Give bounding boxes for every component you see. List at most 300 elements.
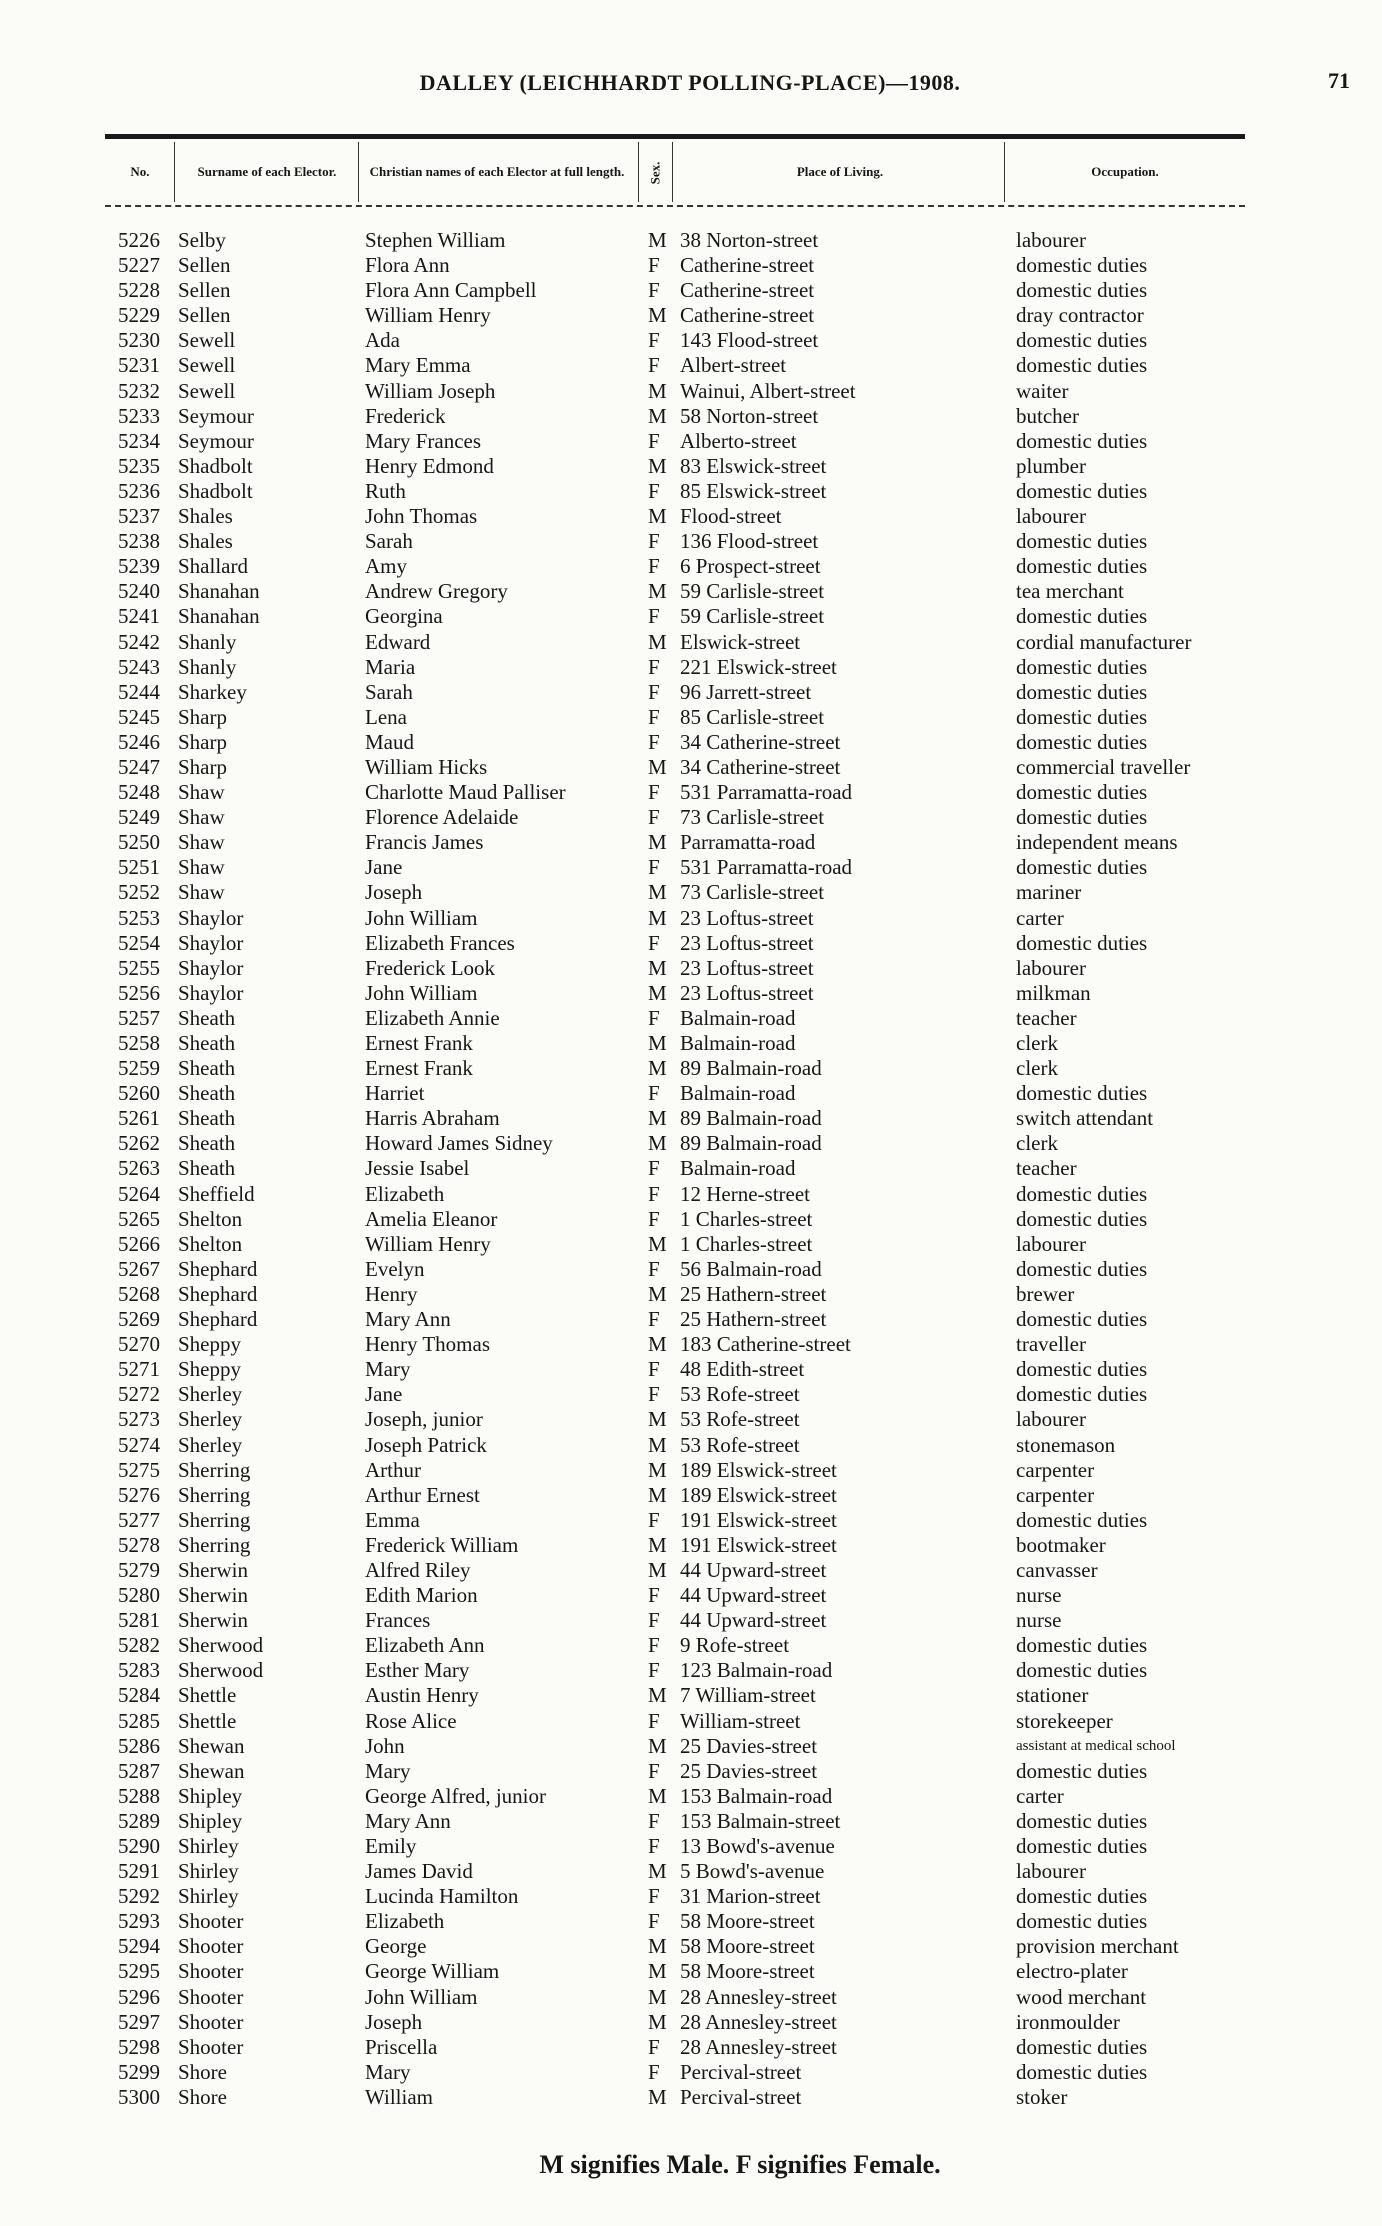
elector-occupation: labourer — [1016, 228, 1086, 252]
elector-christian-names: Florence Adelaide — [365, 805, 519, 830]
elector-surname: Shadbolt — [178, 478, 253, 503]
elector-christian-names: Lucinda Hamilton — [365, 1884, 519, 1909]
elector-number: 5285 — [118, 1708, 160, 1733]
table-row — [0, 2035, 1382, 2060]
elector-sex: M — [648, 1131, 667, 1156]
elector-christian-names: George William — [365, 1959, 500, 1984]
elector-occupation: domestic duties — [1016, 930, 1148, 955]
table-row — [0, 1859, 1382, 1884]
elector-occupation: teacher — [1016, 1156, 1077, 1181]
elector-sex: M — [648, 2084, 667, 2109]
elector-christian-names: Ada — [365, 328, 400, 353]
elector-list — [0, 228, 1382, 2110]
elector-surname: Shanahan — [178, 579, 260, 604]
elector-christian-names: Mary Ann — [365, 1307, 451, 1332]
elector-christian-names: John William — [365, 1984, 478, 2009]
table-row — [0, 1784, 1382, 1809]
elector-place-of-living: Wainui, Albert-street — [680, 378, 856, 403]
elector-christian-names: Stephen William — [365, 228, 506, 252]
elector-sex: F — [648, 855, 660, 880]
elector-sex: F — [648, 1658, 660, 1683]
elector-surname: Shephard — [178, 1307, 258, 1332]
elector-sex: M — [648, 905, 667, 930]
elector-place-of-living: 191 Elswick-street — [680, 1532, 837, 1557]
elector-surname: Shadbolt — [178, 453, 253, 478]
elector-surname: Sheath — [178, 1156, 236, 1181]
elector-christian-names: Harriet — [365, 1081, 425, 1106]
table-row — [0, 855, 1382, 880]
elector-christian-names: Elizabeth Frances — [365, 930, 515, 955]
elector-number: 5282 — [118, 1633, 160, 1658]
table-row — [0, 379, 1382, 404]
elector-sex: F — [648, 328, 660, 353]
elector-occupation: assistant at medical school — [1016, 1737, 1176, 1754]
column-divider — [358, 142, 359, 202]
elector-place-of-living: 83 Elswick-street — [680, 453, 827, 478]
elector-sex: M — [648, 504, 667, 529]
elector-place-of-living: 53 Rofe-street — [680, 1407, 800, 1432]
elector-sex: F — [648, 729, 660, 754]
elector-number: 5290 — [118, 1834, 160, 1858]
elector-place-of-living: 13 Bowd's-avenue — [680, 1834, 835, 1858]
table-row — [0, 529, 1382, 554]
elector-sex: F — [648, 1583, 660, 1608]
elector-surname: Sherley — [178, 1382, 243, 1407]
elector-number: 5256 — [118, 980, 160, 1005]
elector-surname: Shooter — [178, 1934, 244, 1959]
table-row — [0, 981, 1382, 1006]
table-row — [0, 1658, 1382, 1683]
elector-surname: Shaw — [178, 855, 225, 880]
elector-occupation: domestic duties — [1016, 1633, 1148, 1658]
elector-surname: Shooter — [178, 1959, 244, 1984]
elector-christian-names: Emily — [365, 1834, 417, 1858]
elector-sex: M — [648, 1532, 667, 1557]
elector-occupation: domestic duties — [1016, 1658, 1148, 1683]
table-row — [0, 1884, 1382, 1909]
elector-place-of-living: 143 Flood-street — [680, 328, 819, 353]
elector-number: 5273 — [118, 1407, 160, 1432]
table-row — [0, 1608, 1382, 1633]
elector-place-of-living: 89 Balmain-road — [680, 1131, 822, 1156]
page-title: DALLEY (LEICHHARDT POLLING-PLACE)—1908. — [419, 70, 961, 95]
elector-number: 5239 — [118, 554, 160, 579]
elector-place-of-living: Catherine-street — [680, 278, 815, 303]
elector-surname: Sheffield — [178, 1181, 255, 1206]
elector-place-of-living: 7 William-street — [680, 1683, 816, 1708]
elector-surname: Shelton — [178, 1206, 243, 1231]
table-row — [0, 1834, 1382, 1859]
elector-sex: F — [648, 1206, 660, 1231]
elector-place-of-living: 153 Balmain-street — [680, 1808, 841, 1833]
elector-occupation: domestic duties — [1016, 554, 1148, 579]
elector-sex: M — [648, 1934, 667, 1959]
elector-sex: M — [648, 880, 667, 905]
elector-christian-names: Alfred Riley — [365, 1557, 471, 1582]
elector-number: 5281 — [118, 1608, 160, 1633]
elector-number: 5259 — [118, 1056, 160, 1081]
elector-surname: Sherley — [178, 1407, 243, 1432]
elector-place-of-living: 53 Rofe-street — [680, 1382, 800, 1407]
table-row — [0, 554, 1382, 579]
elector-christian-names: John — [365, 1733, 405, 1758]
column-header-occupation: Occupation. — [1091, 163, 1159, 179]
elector-christian-names: Edith Marion — [365, 1583, 478, 1608]
elector-occupation: traveller — [1016, 1332, 1086, 1357]
elector-sex: M — [648, 1859, 667, 1884]
elector-occupation: stonemason — [1016, 1432, 1116, 1457]
elector-sex: F — [648, 1633, 660, 1658]
elector-christian-names: Arthur — [365, 1457, 421, 1482]
elector-surname: Sherring — [178, 1507, 251, 1532]
table-row — [0, 1985, 1382, 2010]
table-row — [0, 730, 1382, 755]
elector-sex: F — [648, 1507, 660, 1532]
table-row — [0, 655, 1382, 680]
table-row — [0, 1006, 1382, 1031]
elector-christian-names: Sarah — [365, 679, 413, 704]
elector-sex: M — [648, 1031, 667, 1055]
elector-surname: Shirley — [178, 1834, 239, 1858]
elector-christian-names: Jane — [365, 855, 403, 880]
elector-christian-names: Maud — [365, 729, 414, 754]
elector-christian-names: Mary Frances — [365, 428, 482, 453]
elector-sex: M — [648, 1056, 667, 1081]
elector-surname: Shanly — [178, 629, 237, 654]
table-row — [0, 1583, 1382, 1608]
elector-christian-names: Elizabeth — [365, 1909, 445, 1934]
elector-christian-names: Howard James Sidney — [365, 1131, 553, 1156]
table-row — [0, 1156, 1382, 1181]
elector-number: 5286 — [118, 1733, 160, 1758]
elector-occupation: domestic duties — [1016, 1181, 1148, 1206]
elector-sex: F — [648, 1382, 660, 1407]
table-row — [0, 931, 1382, 956]
elector-sex: M — [648, 303, 667, 328]
elector-occupation: brewer — [1016, 1281, 1075, 1306]
elector-number: 5228 — [118, 278, 160, 303]
elector-number: 5278 — [118, 1532, 160, 1557]
elector-christian-names: William Hicks — [365, 754, 488, 779]
elector-number: 5272 — [118, 1382, 160, 1407]
table-row — [0, 1934, 1382, 1959]
column-divider — [174, 142, 175, 202]
elector-sex: F — [648, 780, 660, 805]
elector-number: 5266 — [118, 1231, 160, 1256]
elector-surname: Sherwood — [178, 1658, 264, 1683]
sex-legend: M signifies Male. F signifies Female. — [539, 2150, 941, 2179]
table-row — [0, 328, 1382, 353]
elector-christian-names: Francis James — [365, 830, 484, 855]
elector-number: 5246 — [118, 729, 160, 754]
elector-occupation: domestic duties — [1016, 1382, 1148, 1407]
elector-place-of-living: 58 Norton-street — [680, 403, 819, 428]
elector-occupation: cordial manufacturer — [1016, 629, 1192, 654]
elector-surname: Sheppy — [178, 1332, 241, 1357]
elector-place-of-living: 96 Jarrett-street — [680, 679, 812, 704]
elector-sex: M — [648, 1683, 667, 1708]
elector-surname: Shallard — [178, 554, 248, 579]
table-row — [0, 1382, 1382, 1407]
elector-occupation: butcher — [1016, 403, 1079, 428]
elector-number: 5289 — [118, 1808, 160, 1833]
elector-place-of-living: 531 Parramatta-road — [680, 780, 853, 805]
elector-place-of-living: Balmain-road — [680, 1005, 796, 1030]
elector-surname: Sheath — [178, 1005, 236, 1030]
table-row — [0, 1106, 1382, 1131]
elector-number: 5298 — [118, 2034, 160, 2059]
table-row — [0, 429, 1382, 454]
elector-number: 5280 — [118, 1583, 160, 1608]
elector-surname: Sheppy — [178, 1357, 241, 1382]
table-row — [0, 1207, 1382, 1232]
elector-sex: M — [648, 1557, 667, 1582]
elector-place-of-living: 34 Catherine-street — [680, 754, 841, 779]
elector-surname: Sherring — [178, 1457, 251, 1482]
table-row — [0, 680, 1382, 705]
elector-number: 5275 — [118, 1457, 160, 1482]
elector-christian-names: William Joseph — [365, 378, 496, 403]
elector-sex: M — [648, 629, 667, 654]
elector-christian-names: Andrew Gregory — [365, 579, 508, 604]
elector-surname: Sewell — [178, 378, 236, 403]
elector-number: 5262 — [118, 1131, 160, 1156]
elector-christian-names: John William — [365, 905, 478, 930]
elector-place-of-living: 5 Bowd's-avenue — [680, 1859, 825, 1884]
elector-sex: F — [648, 1808, 660, 1833]
elector-occupation: domestic duties — [1016, 1834, 1148, 1858]
elector-surname: Sharp — [178, 754, 227, 779]
elector-surname: Shore — [178, 2059, 227, 2084]
elector-occupation: labourer — [1016, 955, 1086, 980]
elector-number: 5257 — [118, 1005, 160, 1030]
elector-sex: M — [648, 980, 667, 1005]
elector-number: 5229 — [118, 303, 160, 328]
elector-place-of-living: 123 Balmain-road — [680, 1658, 833, 1683]
elector-place-of-living: 85 Carlisle-street — [680, 704, 825, 729]
elector-occupation: domestic duties — [1016, 855, 1148, 880]
elector-number: 5268 — [118, 1281, 160, 1306]
elector-surname: Shooter — [178, 2034, 244, 2059]
elector-christian-names: Elizabeth Annie — [365, 1005, 500, 1030]
elector-sex: F — [648, 478, 660, 503]
elector-number: 5234 — [118, 428, 160, 453]
table-row — [0, 805, 1382, 830]
table-row — [0, 906, 1382, 931]
elector-christian-names: William Henry — [365, 1231, 491, 1256]
elector-christian-names: Henry Thomas — [365, 1332, 491, 1357]
elector-place-of-living: 89 Balmain-road — [680, 1056, 822, 1081]
elector-surname: Sherring — [178, 1532, 251, 1557]
elector-surname: Shooter — [178, 1909, 244, 1934]
elector-occupation: domestic duties — [1016, 353, 1148, 378]
elector-occupation: tea merchant — [1016, 579, 1124, 604]
table-row — [0, 1131, 1382, 1156]
column-header-christian-names: Christian names of each Elector at full length. — [369, 163, 625, 179]
elector-christian-names: Flora Ann — [365, 253, 450, 278]
elector-occupation: labourer — [1016, 1231, 1086, 1256]
table-row — [0, 353, 1382, 378]
elector-surname: Sharp — [178, 729, 227, 754]
elector-occupation: domestic duties — [1016, 478, 1148, 503]
elector-place-of-living: 73 Carlisle-street — [680, 880, 825, 905]
table-row — [0, 1709, 1382, 1734]
elector-number: 5270 — [118, 1332, 160, 1357]
elector-occupation: domestic duties — [1016, 2059, 1148, 2084]
elector-surname: Shelton — [178, 1231, 243, 1256]
elector-number: 5232 — [118, 378, 160, 403]
elector-sex: M — [648, 754, 667, 779]
elector-surname: Sheath — [178, 1031, 236, 1055]
elector-number: 5292 — [118, 1884, 160, 1909]
elector-christian-names: Mary — [365, 2059, 411, 2084]
table-row — [0, 1332, 1382, 1357]
elector-number: 5276 — [118, 1482, 160, 1507]
elector-occupation: nurse — [1016, 1583, 1062, 1608]
elector-christian-names: Jane — [365, 1382, 403, 1407]
elector-occupation: domestic duties — [1016, 278, 1148, 303]
elector-occupation: domestic duties — [1016, 1206, 1148, 1231]
column-header-surname: Surname of each Elector. — [197, 163, 337, 179]
elector-surname: Shaw — [178, 780, 225, 805]
table-row — [0, 1031, 1382, 1056]
table-row — [0, 1533, 1382, 1558]
elector-number: 5261 — [118, 1106, 160, 1131]
elector-sex: F — [648, 654, 660, 679]
elector-occupation: switch attendant — [1016, 1106, 1154, 1131]
elector-occupation: ironmoulder — [1016, 2009, 1120, 2034]
elector-number: 5299 — [118, 2059, 160, 2084]
elector-number: 5250 — [118, 830, 160, 855]
elector-occupation: clerk — [1016, 1056, 1058, 1081]
elector-number: 5248 — [118, 780, 160, 805]
elector-number: 5260 — [118, 1081, 160, 1106]
elector-occupation: plumber — [1016, 453, 1086, 478]
elector-place-of-living: 6 Prospect-street — [680, 554, 821, 579]
elector-christian-names: Harris Abraham — [365, 1106, 500, 1131]
elector-surname: Shooter — [178, 1984, 244, 2009]
elector-sex: M — [648, 955, 667, 980]
elector-surname: Shaylor — [178, 980, 244, 1005]
elector-place-of-living: Flood-street — [680, 504, 782, 529]
elector-place-of-living: 25 Hathern-street — [680, 1281, 827, 1306]
table-row — [0, 1056, 1382, 1081]
elector-place-of-living: 189 Elswick-street — [680, 1482, 837, 1507]
elector-sex: M — [648, 228, 667, 252]
elector-number: 5240 — [118, 579, 160, 604]
elector-sex: F — [648, 2034, 660, 2059]
elector-occupation: stationer — [1016, 1683, 1089, 1708]
elector-sex: F — [648, 1005, 660, 1030]
elector-surname: Shewan — [178, 1758, 245, 1783]
elector-sex: F — [648, 1884, 660, 1909]
elector-occupation: nurse — [1016, 1608, 1062, 1633]
elector-surname: Sherley — [178, 1432, 243, 1457]
elector-occupation: domestic duties — [1016, 1909, 1148, 1934]
elector-place-of-living: 58 Moore-street — [680, 1934, 815, 1959]
elector-surname: Shaw — [178, 830, 225, 855]
table-row — [0, 2010, 1382, 2035]
elector-number: 5231 — [118, 353, 160, 378]
elector-occupation: domestic duties — [1016, 1884, 1148, 1909]
elector-sex: F — [648, 704, 660, 729]
elector-place-of-living: 189 Elswick-street — [680, 1457, 837, 1482]
elector-number: 5258 — [118, 1031, 160, 1055]
elector-sex: F — [648, 805, 660, 830]
elector-occupation: domestic duties — [1016, 654, 1148, 679]
elector-place-of-living: 59 Carlisle-street — [680, 604, 825, 629]
elector-christian-names: Amelia Eleanor — [365, 1206, 498, 1231]
elector-occupation: domestic duties — [1016, 1307, 1148, 1332]
elector-number: 5236 — [118, 478, 160, 503]
elector-christian-names: Flora Ann Campbell — [365, 278, 537, 303]
elector-number: 5296 — [118, 1984, 160, 2009]
table-row — [0, 1282, 1382, 1307]
elector-occupation: domestic duties — [1016, 428, 1148, 453]
elector-number: 5233 — [118, 403, 160, 428]
elector-place-of-living: 9 Rofe-street — [680, 1633, 790, 1658]
elector-place-of-living: 221 Elswick-street — [680, 654, 837, 679]
elector-place-of-living: 23 Loftus-street — [680, 930, 814, 955]
elector-christian-names: Georgina — [365, 604, 443, 629]
elector-surname: Shipley — [178, 1783, 243, 1808]
elector-occupation: stoker — [1016, 2084, 1068, 2109]
elector-christian-names: Henry Edmond — [365, 453, 494, 478]
elector-sex: F — [648, 1357, 660, 1382]
elector-number: 5291 — [118, 1859, 160, 1884]
table-row — [0, 1683, 1382, 1708]
elector-christian-names: Frederick — [365, 403, 446, 428]
elector-sex: M — [648, 1231, 667, 1256]
elector-occupation: labourer — [1016, 1407, 1086, 1432]
elector-place-of-living: Percival-street — [680, 2084, 802, 2109]
elector-occupation: electro-plater — [1016, 1959, 1128, 1984]
elector-place-of-living: William-street — [680, 1708, 801, 1733]
elector-surname: Selby — [178, 228, 226, 252]
elector-number: 5264 — [118, 1181, 160, 1206]
elector-sex: F — [648, 278, 660, 303]
elector-place-of-living: 53 Rofe-street — [680, 1432, 800, 1457]
elector-christian-names: Mary — [365, 1758, 411, 1783]
elector-sex: M — [648, 1106, 667, 1131]
table-row — [0, 1307, 1382, 1332]
elector-number: 5227 — [118, 253, 160, 278]
table-row — [0, 504, 1382, 529]
elector-occupation: domestic duties — [1016, 328, 1148, 353]
elector-sex: F — [648, 1256, 660, 1281]
table-row — [0, 278, 1382, 303]
elector-place-of-living: 31 Marion-street — [680, 1884, 821, 1909]
elector-sex: F — [648, 679, 660, 704]
elector-number: 5243 — [118, 654, 160, 679]
elector-christian-names: Joseph, junior — [365, 1407, 483, 1432]
elector-number: 5254 — [118, 930, 160, 955]
elector-surname: Shirley — [178, 1859, 239, 1884]
table-row — [0, 1508, 1382, 1533]
elector-surname: Sewell — [178, 328, 236, 353]
elector-place-of-living: 38 Norton-street — [680, 228, 819, 252]
elector-christian-names: Lena — [365, 704, 407, 729]
elector-place-of-living: 25 Davies-street — [680, 1758, 818, 1783]
elector-sex: M — [648, 453, 667, 478]
elector-surname: Seymour — [178, 403, 254, 428]
elector-occupation: domestic duties — [1016, 604, 1148, 629]
elector-place-of-living: 28 Annesley-street — [680, 2034, 837, 2059]
elector-sex: M — [648, 1407, 667, 1432]
elector-surname: Shaylor — [178, 955, 244, 980]
elector-christian-names: Elizabeth Ann — [365, 1633, 485, 1658]
elector-sex: F — [648, 1181, 660, 1206]
